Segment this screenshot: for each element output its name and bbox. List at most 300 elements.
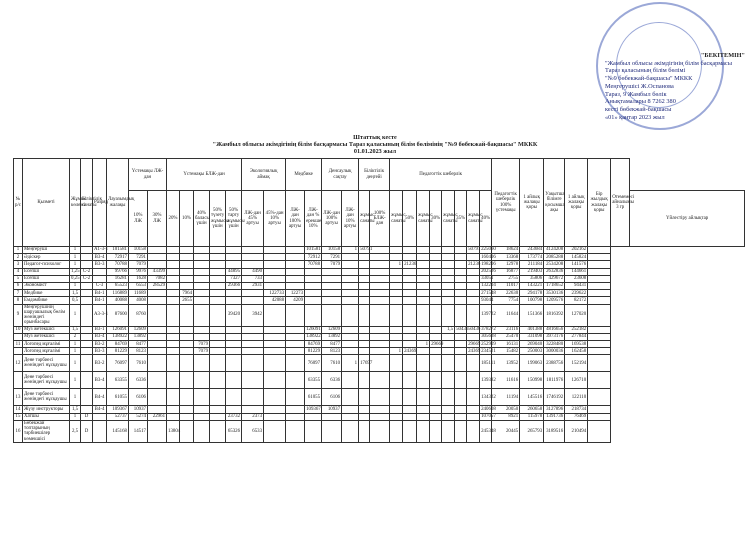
title-line: Штаттық кесте bbox=[353, 134, 397, 141]
cell-salary: 101581 bbox=[107, 247, 129, 254]
cell-y: 150998 bbox=[520, 372, 544, 389]
cell-blank bbox=[588, 341, 611, 348]
cell-n bbox=[359, 389, 370, 406]
cell-z: 3127896 bbox=[544, 406, 565, 413]
approval-heading: "БЕКІТЕМІН" bbox=[700, 52, 745, 59]
cell-c bbox=[167, 247, 180, 254]
cell-blank bbox=[588, 372, 611, 389]
cell-a: 1628 bbox=[129, 275, 148, 282]
cell-n bbox=[359, 268, 370, 275]
cell-d bbox=[180, 389, 194, 406]
header-group: Медбике bbox=[286, 159, 322, 191]
cell-name: Есепші bbox=[23, 268, 70, 275]
cell-salary: 84769 bbox=[107, 341, 129, 348]
cell-k: 63355 bbox=[305, 372, 322, 389]
cell-h bbox=[242, 333, 264, 340]
cell-f bbox=[210, 341, 226, 348]
cell-salary: 52737 bbox=[107, 413, 129, 420]
cell-m bbox=[342, 268, 359, 275]
cell-aa: 23608 bbox=[565, 275, 588, 282]
cell-r bbox=[417, 348, 430, 355]
cell-n bbox=[359, 282, 370, 289]
cell-n bbox=[359, 261, 370, 268]
cell-q bbox=[403, 297, 417, 304]
cell-r bbox=[417, 326, 430, 333]
header-col: 10% ЛЖ bbox=[129, 191, 148, 247]
cell-salary: 63355 bbox=[107, 372, 129, 389]
cell-name: Дене тәрбиесі жөніндегі нұсқаушы bbox=[23, 355, 70, 372]
cell-i bbox=[264, 341, 286, 348]
header-col: 100% БЛЖ-дан bbox=[370, 191, 390, 247]
cell-cat bbox=[81, 282, 93, 289]
cell-y: 100798 bbox=[520, 297, 544, 304]
cell-g bbox=[226, 389, 242, 406]
cell-t bbox=[442, 348, 455, 355]
cell-salary: 72917 bbox=[107, 254, 129, 261]
cell-j bbox=[286, 247, 305, 254]
cell-b bbox=[148, 297, 167, 304]
cell-aa: 169538 bbox=[565, 341, 588, 348]
cell-aa: 76469 bbox=[565, 413, 588, 420]
cell-no: 2 bbox=[14, 254, 23, 261]
cell-p bbox=[390, 247, 403, 254]
cell-c bbox=[167, 326, 180, 333]
cell-m bbox=[342, 261, 359, 268]
cell-p: 1 bbox=[390, 348, 403, 355]
cell-t bbox=[442, 275, 455, 282]
cell-c bbox=[167, 389, 180, 406]
cell-cat bbox=[81, 372, 93, 389]
header-col: 50% түзету жұмысы үшін bbox=[210, 191, 226, 247]
cell-n bbox=[359, 326, 370, 333]
cell-q bbox=[403, 304, 417, 326]
cell-z: 1811976 bbox=[544, 372, 565, 389]
cell-j bbox=[286, 372, 305, 389]
cell-q bbox=[403, 268, 417, 275]
cell-w: 245348 bbox=[480, 420, 492, 442]
cell-u bbox=[455, 348, 467, 355]
cell-g: 7327 bbox=[226, 275, 242, 282]
cell-rank: В3-2 bbox=[93, 341, 107, 348]
header-group: Біліктілік деңгейі bbox=[359, 159, 390, 191]
cell-u bbox=[455, 247, 467, 254]
cell-i bbox=[264, 282, 286, 289]
cell-j bbox=[286, 268, 305, 275]
cell-r bbox=[417, 261, 430, 268]
cell-o bbox=[370, 290, 390, 297]
cell-blank bbox=[588, 413, 611, 420]
cell-o bbox=[370, 297, 390, 304]
cell-l: 6336 bbox=[322, 372, 342, 389]
cell-b bbox=[148, 247, 167, 254]
table-row bbox=[14, 372, 745, 389]
cell-t bbox=[442, 282, 455, 289]
cell-w: 134322 bbox=[480, 389, 492, 406]
cell-rate: 1,5 bbox=[70, 406, 81, 413]
cell-u bbox=[455, 268, 467, 275]
cell-r bbox=[417, 413, 430, 420]
cell-p bbox=[390, 304, 403, 326]
table-row bbox=[14, 304, 745, 326]
cell-salary: 109367 bbox=[107, 406, 129, 413]
cell-x: 13368 bbox=[492, 254, 520, 261]
cell-salary: 116889 bbox=[107, 290, 129, 297]
cell-i bbox=[264, 261, 286, 268]
cell-blank bbox=[588, 282, 611, 289]
cell-b bbox=[148, 261, 167, 268]
cell-p bbox=[390, 282, 403, 289]
cell-no: 16 bbox=[14, 420, 23, 442]
cell-d bbox=[180, 372, 194, 389]
cell-o bbox=[370, 275, 390, 282]
cell-p bbox=[390, 326, 403, 333]
cell-v bbox=[467, 389, 480, 406]
table-row bbox=[14, 297, 745, 304]
cell-s bbox=[430, 355, 442, 372]
cell-b: 7082 bbox=[148, 275, 167, 282]
cell-e bbox=[194, 355, 210, 372]
cell-h bbox=[242, 341, 264, 348]
cell-t bbox=[442, 297, 455, 304]
cell-b bbox=[148, 406, 167, 413]
approval-line: «01» қаңтар 2023 жыл bbox=[605, 113, 665, 121]
cell-w: 198206 bbox=[481, 261, 496, 267]
cell-r bbox=[417, 268, 430, 275]
cell-name: Әдіскер bbox=[23, 254, 70, 261]
cell-z: 2534208 bbox=[544, 261, 565, 268]
cell-a: 6553 bbox=[129, 282, 148, 289]
cell-z: 3189516 bbox=[544, 420, 565, 442]
cell-o bbox=[370, 413, 390, 420]
cell-k: 126091 bbox=[306, 327, 321, 333]
cell-v: 24369 bbox=[468, 348, 481, 354]
cell-u bbox=[455, 406, 467, 413]
cell-aa: 210494 bbox=[565, 420, 588, 442]
cell-u bbox=[455, 389, 467, 406]
cell-m bbox=[342, 389, 359, 406]
cell-t bbox=[442, 413, 455, 420]
cell-g bbox=[226, 406, 242, 413]
cell-i bbox=[264, 326, 286, 333]
header-col: ЛЖ-дан 100% артуы bbox=[322, 191, 342, 247]
cell-k: 84769 bbox=[305, 341, 322, 348]
cell-aa: 94431 bbox=[565, 282, 588, 289]
cell-u bbox=[455, 254, 467, 261]
cell-blank bbox=[588, 406, 611, 413]
cell-r bbox=[417, 420, 430, 442]
header-col: 35% bbox=[455, 191, 467, 247]
cell-f bbox=[210, 297, 226, 304]
cell-g: 44895 bbox=[226, 268, 242, 275]
cell-h bbox=[242, 326, 264, 333]
cell-q bbox=[403, 389, 417, 406]
cell-blank bbox=[588, 268, 611, 275]
cell-i bbox=[264, 413, 286, 420]
cell-x: 13952 bbox=[492, 355, 520, 372]
cell-a: 7079 bbox=[129, 261, 148, 268]
cell-w: 378272 bbox=[481, 327, 496, 333]
cell-salary: 87600 bbox=[107, 304, 129, 326]
cell-e bbox=[194, 389, 210, 406]
cell-g: 23732 bbox=[226, 413, 242, 420]
cell-u bbox=[455, 261, 467, 268]
cell-c bbox=[167, 304, 180, 326]
cell-j bbox=[286, 389, 305, 406]
cell-w: 33051 bbox=[481, 276, 494, 282]
cell-v: 21236 bbox=[468, 261, 481, 267]
cell-rank: В4-1 bbox=[93, 297, 107, 304]
cell-g: 29366 bbox=[226, 282, 242, 289]
cell-u bbox=[455, 275, 467, 282]
cell-s bbox=[430, 420, 442, 442]
cell-l bbox=[322, 304, 342, 326]
cell-s bbox=[430, 389, 442, 406]
cell-e bbox=[194, 420, 210, 442]
table-row bbox=[14, 341, 745, 348]
cell-v bbox=[467, 413, 480, 420]
cell-s: 29669 bbox=[431, 341, 444, 347]
cell-rate: 1 bbox=[70, 355, 81, 372]
cell-aa: 218734 bbox=[565, 406, 588, 413]
cell-t bbox=[442, 304, 455, 326]
cell-z: 1746192 bbox=[544, 389, 565, 406]
cell-l bbox=[322, 297, 342, 304]
cell-no: 9 bbox=[14, 304, 23, 326]
cell-t bbox=[442, 254, 455, 261]
cell-t bbox=[442, 355, 455, 372]
cell-rate: 0,25 bbox=[71, 276, 80, 282]
cell-name: Жүзу инструкторы bbox=[23, 406, 70, 413]
cell-salary: 16281 bbox=[107, 275, 129, 282]
cell-a: 11689 bbox=[129, 290, 148, 297]
cell-d bbox=[180, 341, 194, 348]
cell-b bbox=[148, 341, 167, 348]
cell-n bbox=[359, 372, 370, 389]
cell-cat bbox=[81, 389, 93, 406]
cell-u bbox=[455, 282, 467, 289]
cell-f bbox=[210, 261, 226, 268]
cell-rank: В4-4 bbox=[93, 406, 107, 413]
cell-blank bbox=[588, 275, 611, 282]
cell-c bbox=[167, 355, 180, 372]
cell-n bbox=[359, 406, 370, 413]
cell-h bbox=[242, 247, 264, 254]
cell-s bbox=[430, 372, 442, 389]
cell-u bbox=[455, 372, 467, 389]
cell-z: 3228480 bbox=[544, 341, 565, 348]
cell-k bbox=[305, 275, 322, 282]
cell-blank bbox=[588, 247, 611, 254]
cell-h: 733 bbox=[242, 275, 264, 282]
cell-rank bbox=[93, 420, 107, 442]
cell-rate: 1,25 bbox=[71, 269, 80, 274]
cell-cat bbox=[81, 254, 93, 261]
cell-w: 107057 bbox=[481, 414, 496, 420]
cell-u bbox=[455, 304, 467, 326]
cell-s bbox=[430, 333, 442, 340]
cell-z: 1816392 bbox=[544, 304, 565, 326]
cell-t bbox=[442, 406, 455, 413]
cell-c bbox=[167, 282, 180, 289]
cell-t bbox=[442, 333, 455, 340]
cell-w: 139382 bbox=[480, 372, 492, 389]
cell-no: 15 bbox=[14, 413, 23, 420]
header-col: жұмыс санаты bbox=[417, 191, 430, 247]
cell-rate: 1 bbox=[70, 254, 81, 261]
cell-s bbox=[430, 406, 442, 413]
cell-b bbox=[148, 420, 167, 442]
cell-n bbox=[359, 413, 370, 420]
header-salary-month: 1 айлық жалақы қоры bbox=[520, 159, 544, 247]
cell-e bbox=[194, 254, 210, 261]
cell-y: 269040 bbox=[520, 341, 544, 348]
cell-q bbox=[403, 341, 417, 348]
cell-p bbox=[390, 275, 403, 282]
header-col: 50% bbox=[403, 191, 417, 247]
cell-rate: 1 bbox=[70, 413, 81, 420]
approval-line: Тараз, 9 Жамбыл бөлік bbox=[605, 90, 667, 98]
table-row bbox=[14, 261, 745, 268]
cell-b bbox=[148, 355, 167, 372]
cell-v bbox=[467, 297, 480, 304]
cell-n bbox=[359, 290, 370, 297]
cell-m bbox=[342, 275, 359, 282]
cell-j bbox=[286, 341, 305, 348]
header-note: Отемемесі айналымы 3 гр bbox=[611, 159, 630, 247]
cell-a: 9976 bbox=[129, 268, 148, 275]
header-col: 45%-дан 10% артуы bbox=[264, 191, 286, 247]
cell-aa: 122110 bbox=[565, 389, 588, 406]
cell-blank bbox=[588, 304, 611, 326]
cell-y: 145516 bbox=[520, 389, 544, 406]
cell-o bbox=[370, 304, 390, 326]
cell-k: 81229 bbox=[305, 348, 322, 355]
cell-k bbox=[305, 304, 322, 326]
cell-y: 331098 bbox=[520, 333, 544, 340]
cell-f bbox=[210, 247, 226, 254]
cell-rate: 1 bbox=[70, 389, 81, 406]
header-col: 50% тарту жұмысы үшін bbox=[226, 191, 242, 247]
cell-v: 50436 bbox=[468, 327, 481, 333]
cell-p bbox=[390, 268, 403, 275]
header-col: 30% ЛЖ bbox=[148, 191, 167, 247]
cell-q bbox=[403, 282, 417, 289]
cell-c bbox=[167, 413, 180, 420]
cell-rank: В3-4 bbox=[93, 333, 107, 340]
cell-j bbox=[286, 254, 305, 261]
cell-b bbox=[148, 348, 167, 355]
cell-k: 61055 bbox=[305, 389, 322, 406]
cell-rate: 1 bbox=[70, 304, 81, 326]
table-row bbox=[14, 355, 745, 372]
cell-o bbox=[370, 406, 390, 413]
cell-j bbox=[286, 333, 305, 340]
cell-k bbox=[305, 413, 322, 420]
table-row bbox=[14, 348, 745, 355]
cell-blank bbox=[588, 389, 611, 406]
cell-e bbox=[194, 261, 210, 268]
cell-z: 4816656 bbox=[544, 326, 565, 333]
cell-rate: 1,5 bbox=[70, 326, 81, 333]
cell-f bbox=[210, 348, 226, 355]
cell-g bbox=[226, 333, 242, 340]
cell-y: 143221 bbox=[520, 282, 544, 289]
cell-t: 1,5 bbox=[442, 326, 455, 333]
cell-o bbox=[370, 333, 390, 340]
cell-s bbox=[430, 297, 442, 304]
cell-j bbox=[286, 355, 305, 372]
cell-b bbox=[148, 304, 167, 326]
cell-x: 11616 bbox=[492, 372, 520, 389]
cell-a: 4008 bbox=[129, 297, 148, 304]
cell-q bbox=[403, 326, 417, 333]
cell-l: 7079 bbox=[322, 261, 342, 268]
cell-i bbox=[264, 333, 286, 340]
cell-d bbox=[180, 420, 194, 442]
cell-aa: 202162 bbox=[565, 247, 588, 254]
cell-w: 132204 bbox=[481, 283, 496, 289]
cell-l: 6106 bbox=[322, 389, 342, 406]
cell-g: 39420 bbox=[226, 304, 242, 326]
cell-h bbox=[242, 406, 264, 413]
cell-k bbox=[305, 297, 322, 304]
cell-z: 2085288 bbox=[544, 254, 565, 261]
cell-no: 4 bbox=[14, 268, 23, 275]
cell-f bbox=[210, 282, 226, 289]
cell-a: 14517 bbox=[129, 420, 148, 442]
cell-x: 7754 bbox=[492, 297, 520, 304]
cell-x: 12978 bbox=[492, 261, 520, 268]
cell-blank bbox=[588, 355, 611, 372]
cell-e: 7079 bbox=[194, 341, 210, 348]
cell-u bbox=[455, 355, 467, 372]
cell-n bbox=[359, 254, 370, 261]
cell-d bbox=[180, 355, 194, 372]
cell-k: 101581 bbox=[306, 247, 321, 253]
cell-m bbox=[342, 348, 359, 355]
cell-i bbox=[264, 406, 286, 413]
cell-e bbox=[194, 304, 210, 326]
cell-i bbox=[264, 348, 286, 355]
cell-o bbox=[370, 341, 390, 348]
cell-m bbox=[342, 282, 359, 289]
cell-o bbox=[370, 268, 390, 275]
title-line: 01.01.2023 жыл bbox=[353, 148, 397, 156]
cell-d bbox=[180, 268, 194, 275]
cell-h bbox=[242, 355, 264, 372]
cell-n: 50791 bbox=[360, 247, 373, 253]
cell-rate: 1 bbox=[70, 348, 81, 355]
cell-rank: В3-4 bbox=[93, 254, 107, 261]
cell-rate: 1 bbox=[70, 282, 81, 289]
cell-rate: 2 bbox=[70, 333, 81, 340]
cell-s bbox=[430, 326, 442, 333]
cell-no: 12 bbox=[14, 355, 23, 372]
cell-z: 3530136 bbox=[544, 290, 565, 297]
cell-q bbox=[403, 254, 417, 261]
cell-s bbox=[430, 282, 442, 289]
cell-no: 3 bbox=[14, 261, 23, 268]
header-no: № р/с bbox=[14, 159, 23, 247]
cell-j: 4209 bbox=[286, 297, 305, 304]
cell-salary: 61055 bbox=[107, 389, 129, 406]
header-col: жұмыс санаты bbox=[359, 191, 370, 247]
cell-cat bbox=[81, 326, 93, 333]
cell-c bbox=[167, 406, 180, 413]
cell-i bbox=[264, 420, 286, 442]
cell-b bbox=[148, 254, 167, 261]
cell-r bbox=[417, 282, 430, 289]
